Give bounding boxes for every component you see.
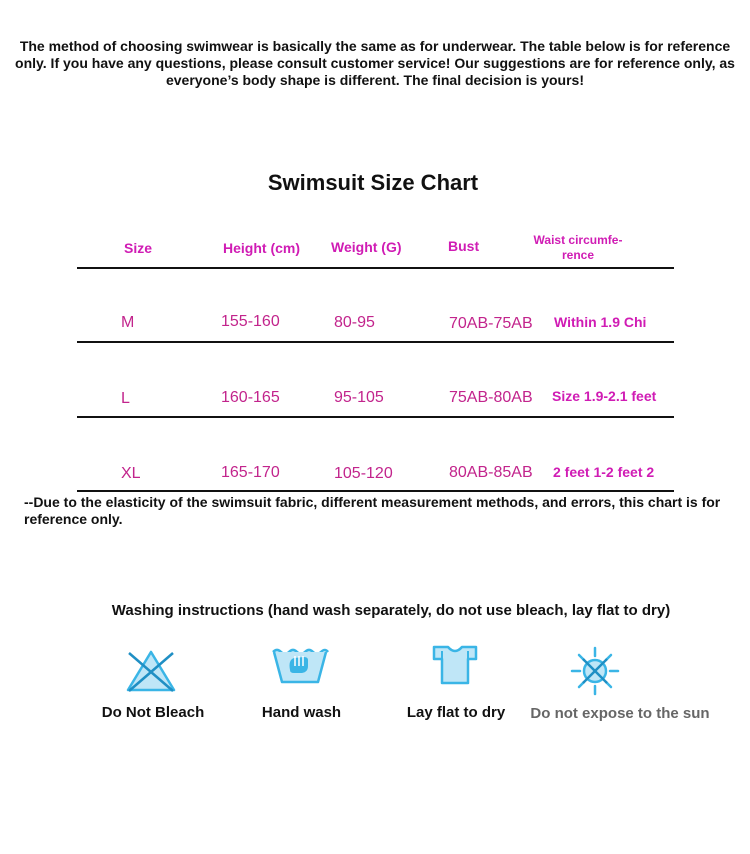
header-bust: Bust bbox=[448, 238, 480, 254]
cell-height: 160-165 bbox=[221, 389, 280, 406]
label-no-sun: Do not expose to the sun bbox=[530, 705, 710, 722]
cell-height: 155-160 bbox=[221, 313, 280, 330]
no-bleach-icon bbox=[125, 648, 177, 694]
header-waist-line1: Waist circumfe- bbox=[533, 233, 623, 247]
table-rule bbox=[77, 416, 674, 418]
label-no-bleach: Do Not Bleach bbox=[101, 704, 205, 721]
size-chart-note: --Due to the elasticity of the swimsuit fabric, different measurement methods, and errors, this chart is for reference only. bbox=[24, 494, 721, 527]
no-sun-icon bbox=[570, 646, 620, 696]
hand-wash-icon bbox=[270, 646, 330, 686]
cell-height: 165-170 bbox=[221, 464, 280, 481]
table-rule bbox=[77, 267, 674, 269]
cell-weight: 80-95 bbox=[334, 314, 375, 331]
cell-waist: Within 1.9 Chi bbox=[554, 314, 647, 330]
header-height: Height (cm) bbox=[223, 240, 300, 256]
cell-size: XL bbox=[121, 465, 141, 482]
washing-title: Washing instructions (hand wash separately, do not use bleach, lay flat to dry) bbox=[111, 602, 671, 619]
lay-flat-dry-icon bbox=[430, 643, 480, 687]
cell-size: M bbox=[121, 314, 135, 331]
label-hand-wash: Hand wash bbox=[261, 704, 342, 721]
label-lay-flat-dry: Lay flat to dry bbox=[406, 704, 506, 721]
cell-weight: 105-120 bbox=[334, 465, 393, 482]
header-size: Size bbox=[124, 240, 153, 256]
cell-size: L bbox=[121, 390, 130, 407]
header-waist bbox=[528, 233, 628, 263]
cell-waist: Size 1.9-2.1 feet bbox=[552, 388, 657, 404]
table-rule bbox=[77, 341, 674, 343]
table-rule bbox=[77, 490, 674, 492]
intro-text: The method of choosing swimwear is basically the same as for underwear. The table below is for reference only. If you have any questions, please consult customer service! Our suggestions are for reference only, as everyone’s body shape is different. The final decision is yours! bbox=[15, 38, 735, 88]
cell-bust: 70AB-75AB bbox=[449, 315, 533, 332]
cell-bust: 75AB-80AB bbox=[449, 389, 533, 406]
size-chart-title: Swimsuit Size Chart bbox=[267, 170, 479, 195]
header-waist-line2: rence bbox=[561, 248, 595, 262]
cell-waist: 2 feet 1-2 feet 2 bbox=[553, 464, 655, 480]
header-weight: Weight (G) bbox=[331, 239, 402, 255]
cell-weight: 95-105 bbox=[334, 389, 384, 406]
cell-bust: 80AB-85AB bbox=[449, 464, 533, 481]
